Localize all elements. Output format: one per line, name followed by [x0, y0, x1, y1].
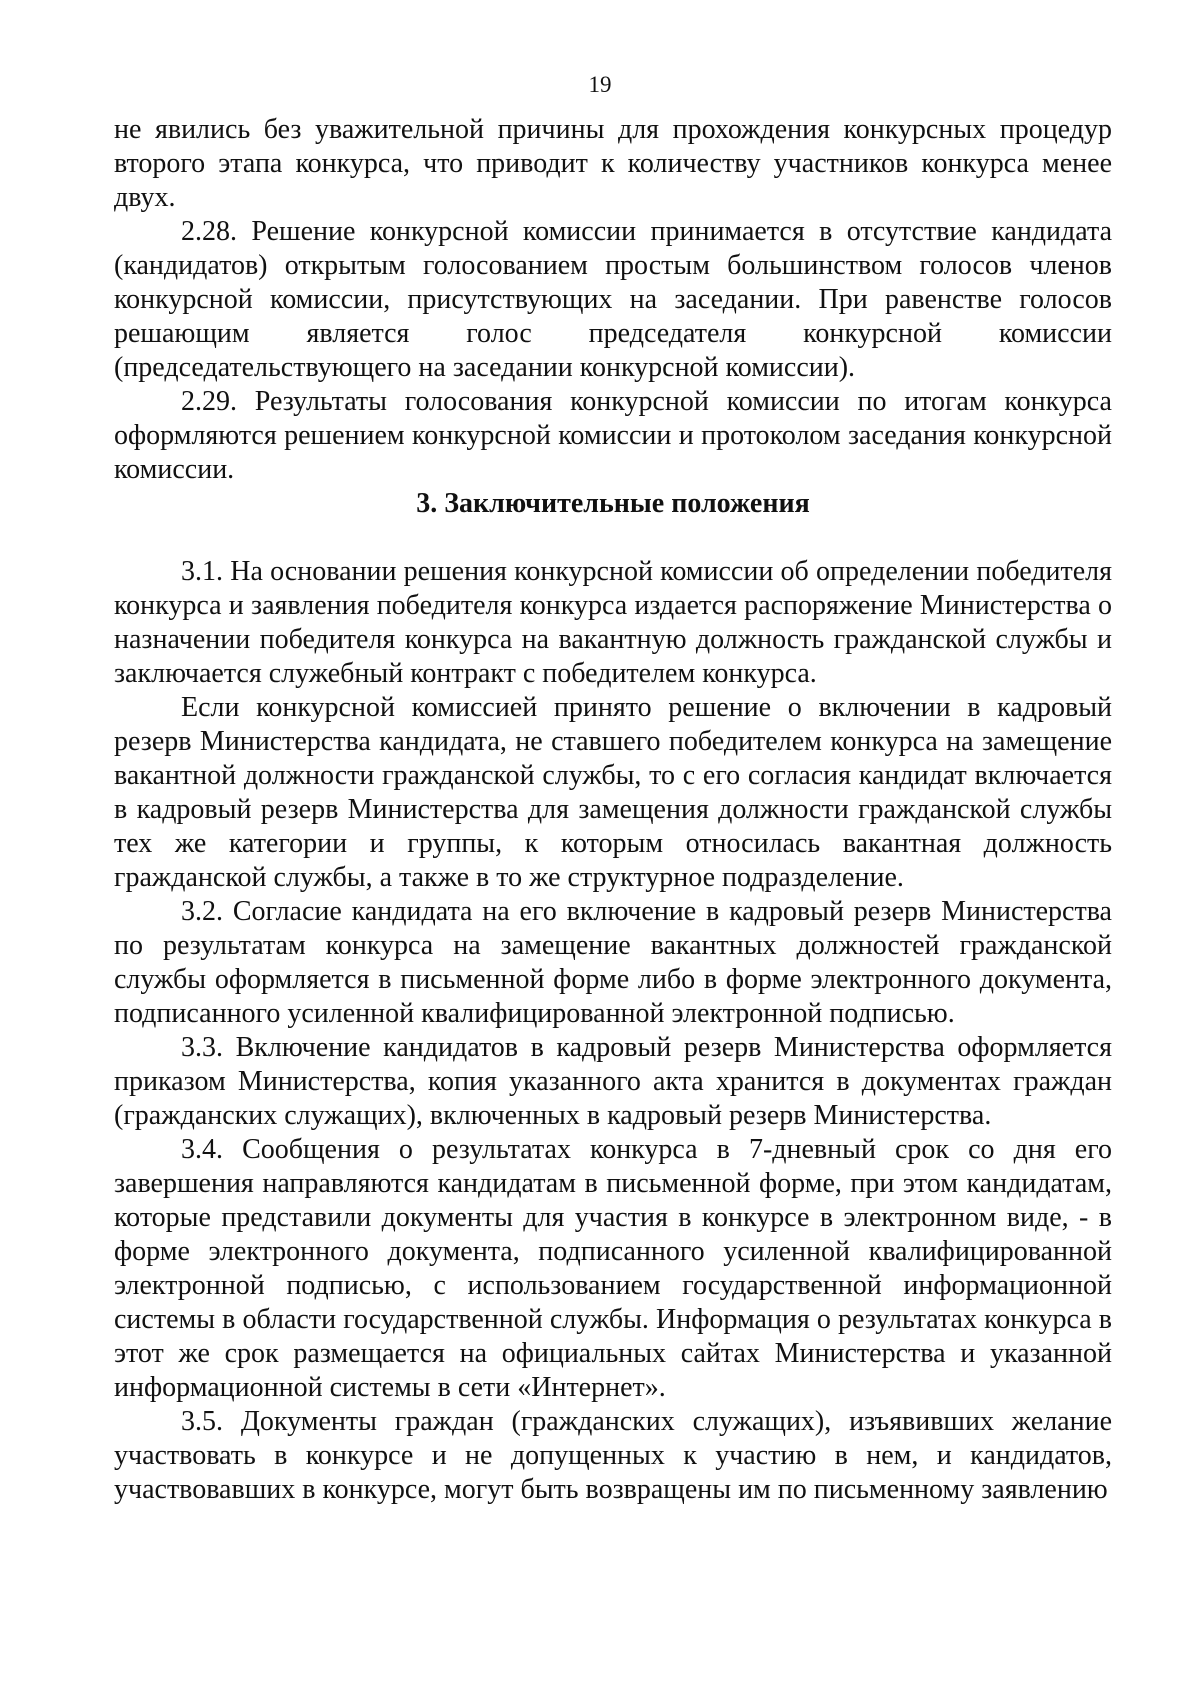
document-body	[114, 113, 1112, 1507]
paragraph-3-3: 3.3. Включение кандидатов в кадровый резерв Министерства оформляется приказом Министерства, копия указанного акта хранится в документах граждан (гражданских служащих), включенных в кадровый резерв Министерства.	[114, 1032, 1112, 1131]
paragraph-2-28: 2.28. Решение конкурсной комиссии принимается в отсутствие кандидата (кандидатов) открытым голосованием простым большинством голосов членов конкурсной комиссии, присутствующих на заседании. При равенстве голосов решающим является голос председателя конкурсной комиссии (председательствующего на заседании конкурсной комиссии).	[114, 216, 1112, 383]
heading-spacer	[114, 521, 1112, 555]
paragraph-reserve-inclusion: Если конкурсной комиссией принято решение о включении в кадровый резерв Министерства кандидата, не ставшего победителем конкурса на замещение вакантной должности гражданской службы, то с его согласия кандидат включается в кадровый резерв Министерства для замещения должности гражданской службы тех же категории и группы, к которым относилась вакантная должность гражданской службы, а также в то же структурное подразделение.	[114, 692, 1112, 893]
paragraph-3-5: 3.5. Документы граждан (гражданских служащих), изъявивших желание участвовать в конкурсе и не допущенных к участию в нем, и кандидатов, участвовавших в конкурсе, могут быть возвращены им по письменному заявлению	[114, 1406, 1112, 1505]
paragraph-continuation: не явились без уважительной причины для прохождения конкурсных процедур второго этапа конкурса, что приводит к количеству участников конкурса менее двух.	[114, 114, 1112, 213]
paragraph-3-2: 3.2. Согласие кандидата на его включение в кадровый резерв Министерства по результатам конкурса на замещение вакантных должностей гражданской службы оформляется в письменной форме либо в форме электронного документа, подписанного усиленной квалифицированной электронной подписью.	[114, 896, 1112, 1029]
paragraph-3-1: 3.1. На основании решения конкурсной комиссии об определении победителя конкурса и заявления победителя конкурса издается распоряжение Министерства о назначении победителя конкурса на вакантную должность гражданской службы и заключается служебный контракт с победителем конкурса.	[114, 556, 1112, 689]
paragraph-2-29: 2.29. Результаты голосования конкурсной комиссии по итогам конкурса оформляются решением конкурсной комиссии и протоколом заседания конкурсной комиссии.	[114, 386, 1112, 485]
paragraph-3-4: 3.4. Сообщения о результатах конкурса в 7-дневный срок со дня его завершения направляются кандидатам в письменной форме, при этом кандидатам, которые представили документы для участия в конкурсе в электронном виде, - в форме электронного документа, подписанного усиленной квалифицированной электронной подписью, с использованием государственной информационной системы в области государственной службы. Информация о результатах конкурса в этот же срок размещается на официальных сайтах Министерства и указанной информационной системы в сети «Интернет».	[114, 1134, 1112, 1403]
page-number: 19	[588, 72, 612, 97]
section-heading: 3. Заключительные положения	[416, 488, 810, 519]
